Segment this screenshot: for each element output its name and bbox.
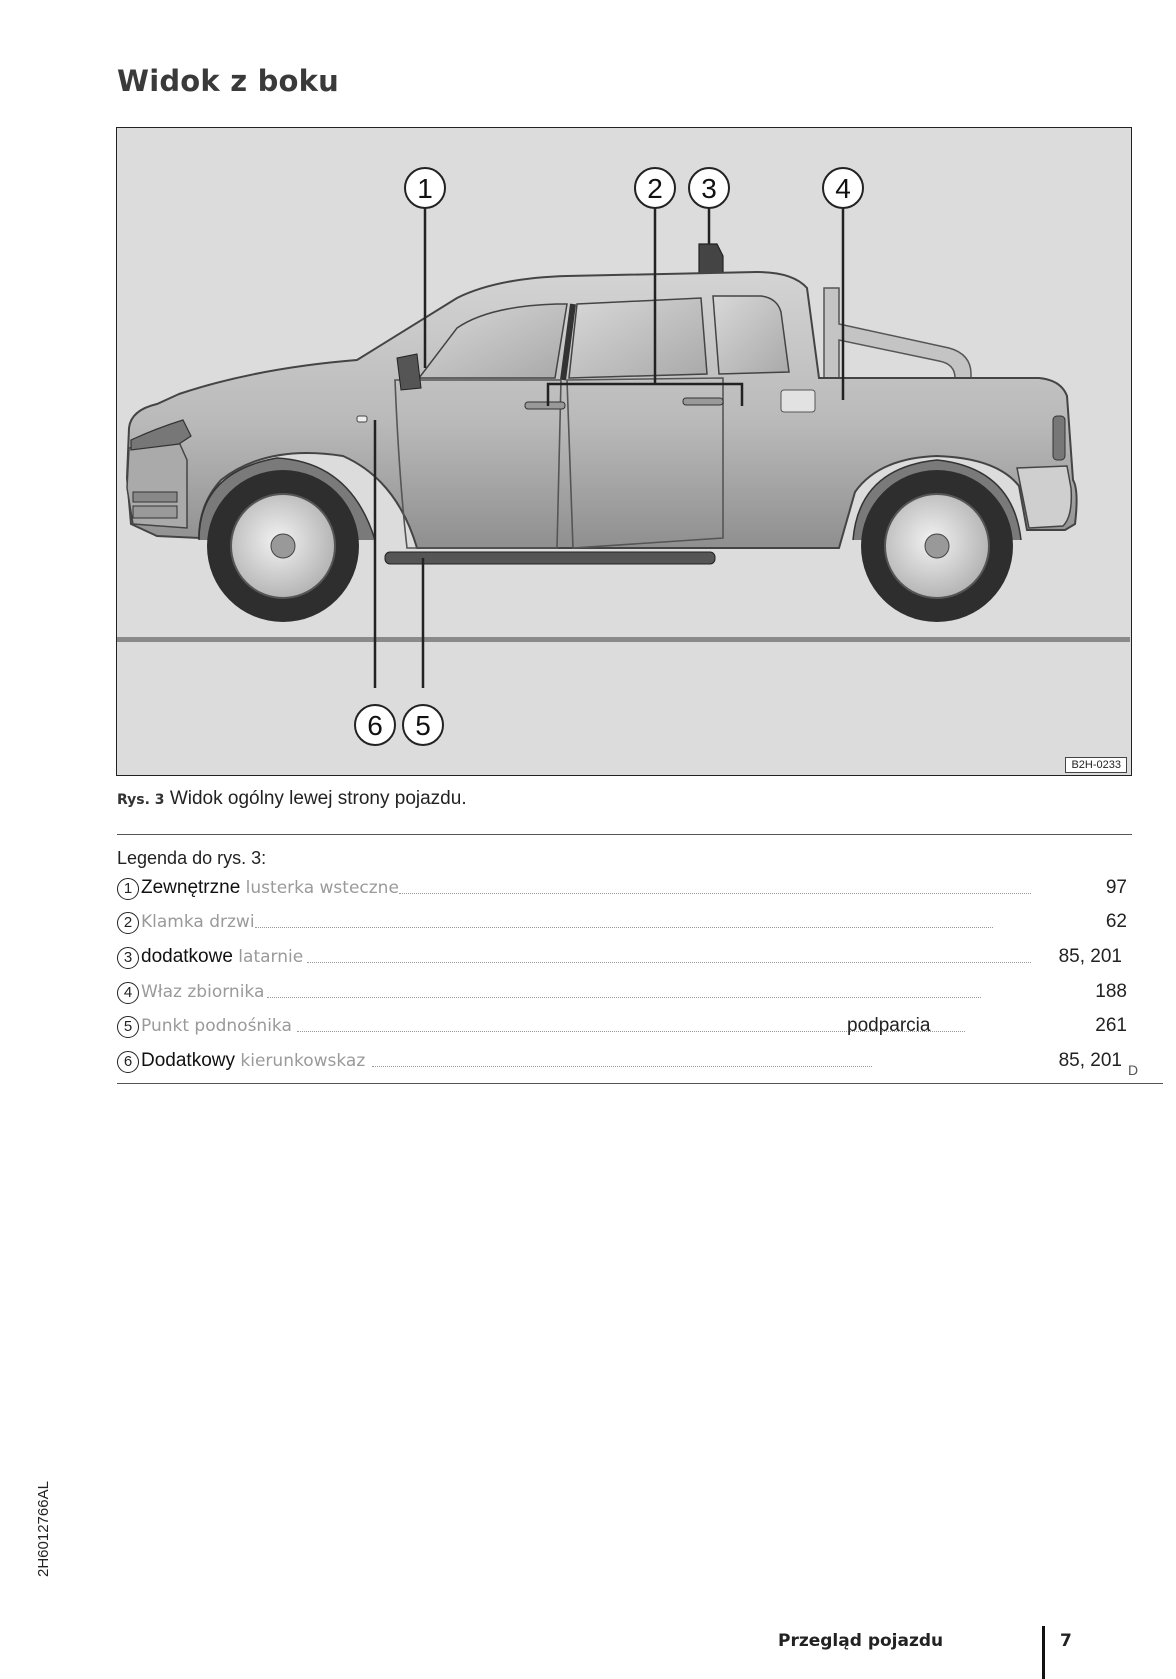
legend-bottom-rule (117, 1083, 1163, 1084)
legend-number: 1 (117, 878, 139, 900)
legend-page-ref: 85, 201 (1058, 946, 1122, 967)
callout-2 (635, 168, 675, 208)
legend-label: Klamka drzwi (141, 912, 255, 932)
figure-caption (117, 788, 467, 810)
pickup-truck-illustration (117, 128, 1130, 774)
legend-number: 5 (117, 1016, 139, 1038)
legend-extra: podparcia (847, 1015, 931, 1036)
vehicle-side-view-figure (116, 127, 1132, 776)
legend-title: Legenda do rys. 3: (117, 848, 267, 868)
legend-top-rule (117, 834, 1132, 835)
figure-code: B2H-0233 (1065, 757, 1127, 773)
legend-item (117, 911, 1132, 939)
leader-dots (399, 893, 1031, 894)
legend-number: 4 (117, 982, 139, 1004)
svg-text:6: 6 (367, 710, 383, 741)
legend-number: 2 (117, 912, 139, 934)
svg-text:2: 2 (647, 173, 663, 204)
legend-page-ref: 188 (1095, 981, 1127, 1002)
legend-page-ref: 261 (1095, 1015, 1127, 1036)
leader-dots (372, 1066, 872, 1067)
legend-item (117, 1015, 1132, 1043)
page-number: 7 (1060, 1631, 1072, 1651)
footer-divider (1042, 1626, 1045, 1679)
document-code: 2H6012766AL (35, 1481, 52, 1577)
svg-text:3: 3 (701, 173, 717, 204)
legend-label: dodatkowe latarnie (141, 946, 304, 967)
leader-dots (267, 997, 981, 998)
legend-item (117, 981, 1132, 1009)
section-end-mark: D (1128, 1062, 1139, 1078)
callout-1 (405, 168, 445, 208)
callout-6 (355, 705, 395, 745)
legend-label: Zewnętrzne lusterka wsteczne (141, 877, 399, 898)
legend-label: Właz zbiornika (141, 982, 265, 1002)
legend-item (117, 1050, 1132, 1078)
legend-page-ref: 62 (1105, 911, 1127, 932)
rear-wheel (861, 470, 1013, 622)
callout-4 (823, 168, 863, 208)
legend-page-ref: 97 (1105, 877, 1127, 898)
svg-text:4: 4 (835, 173, 851, 204)
callout-5 (403, 705, 443, 745)
leader-dots (255, 927, 993, 928)
legend-label: Punkt podnośnika (141, 1016, 292, 1036)
svg-text:1: 1 (417, 173, 433, 204)
caption-prefix: Rys. 3 (117, 792, 165, 808)
footer-section-title: Przegląd pojazdu (778, 1631, 944, 1651)
callout-3 (689, 168, 729, 208)
legend-label: Dodatkowy kierunkowskaz (141, 1050, 366, 1071)
caption-text: Widok ogólny lewej strony pojazdu. (169, 788, 467, 809)
legend-number: 6 (117, 1051, 139, 1073)
svg-text:5: 5 (415, 710, 431, 741)
page-title: Widok z boku (117, 64, 339, 98)
legend-number: 3 (117, 947, 139, 969)
legend-page-ref: 85, 201 (1058, 1050, 1122, 1071)
legend-item (117, 946, 1132, 974)
leader-dots (307, 962, 1031, 963)
legend-item (117, 877, 1132, 905)
front-wheel (207, 470, 359, 622)
